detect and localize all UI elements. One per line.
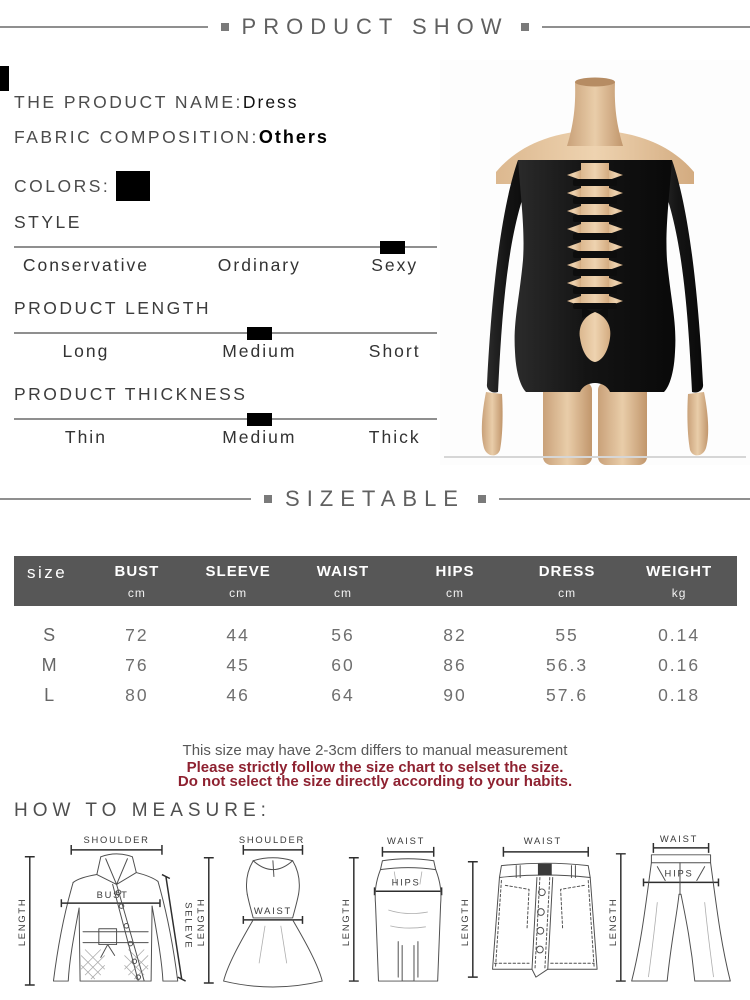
length-selected-marker: [247, 327, 272, 340]
pencil-skirt-measure-diagram: [341, 830, 459, 996]
dress-waist-label: WAIST: [253, 905, 292, 916]
style-option-conservative: Conservative: [22, 255, 149, 275]
column-bust: BUST: [114, 563, 160, 580]
skirt-waist-label: WAIST: [387, 835, 426, 846]
column-size: size: [27, 563, 68, 582]
l-bust: 80: [125, 684, 149, 705]
column-weight: WEIGHT: [646, 563, 713, 580]
unit-size: [14, 586, 86, 600]
size-l: L: [44, 684, 57, 705]
style-options: [14, 255, 437, 277]
thickness-title: PRODUCT THICKNESS: [14, 384, 248, 404]
style-selected-marker: [380, 241, 405, 254]
size-table-column-labels: [14, 563, 737, 583]
mannequin-romper-illustration: [440, 60, 750, 465]
thickness-options: [14, 427, 437, 449]
attribute-style: [14, 212, 437, 277]
header-line-right: [542, 26, 750, 28]
sizetable-header: [0, 486, 750, 512]
m-hips: 86: [443, 654, 467, 675]
mini-skirt-waist-label: WAIST: [523, 835, 562, 846]
m-weight: 0.16: [658, 654, 701, 675]
dress-measure-diagram: [194, 830, 342, 996]
size-m: M: [41, 654, 59, 675]
dress-length-label: LENGTH: [195, 897, 206, 947]
thickness-scale-line: [14, 418, 437, 420]
square-bullet-icon: [521, 23, 529, 31]
attribute-thickness: [14, 384, 437, 449]
jacket-length-label: LENGTH: [16, 897, 27, 947]
unit-bust: cm: [127, 586, 146, 600]
l-sleeve: 46: [226, 684, 250, 705]
unit-dress: cm: [558, 586, 577, 600]
unit-waist: cm: [333, 586, 352, 600]
fabric-value: Others: [258, 127, 329, 147]
mini-skirt-length-label: LENGTH: [459, 897, 470, 947]
column-sleeve: SLEEVE: [205, 563, 271, 580]
style-title: STYLE: [14, 212, 82, 232]
unit-sleeve: cm: [229, 586, 248, 600]
length-option-long: Long: [62, 341, 110, 361]
product-name-value: Dress: [242, 92, 299, 112]
style-option-ordinary: Ordinary: [217, 255, 301, 275]
length-scale-line: [14, 332, 437, 334]
fabric-label: FABRIC COMPOSITION:: [14, 127, 259, 147]
style-option-sexy: Sexy: [371, 255, 419, 275]
square-bullet-icon: [478, 495, 486, 503]
jacket-sleeve-label: SELEVE: [183, 902, 194, 950]
column-dress: DRESS: [538, 563, 596, 580]
l-weight: 0.18: [658, 684, 701, 705]
thickness-option-thick: Thick: [368, 427, 421, 447]
decorative-black-block: [0, 66, 9, 91]
fabric-composition-row: [14, 127, 329, 148]
l-dress: 57.6: [546, 684, 589, 705]
header-line-right: [499, 498, 750, 500]
column-waist: WAIST: [316, 563, 370, 580]
m-waist: 60: [331, 654, 355, 675]
s-dress: 55: [555, 624, 579, 645]
m-sleeve: 45: [226, 654, 250, 675]
pants-length-label: LENGTH: [607, 897, 618, 947]
l-hips: 90: [443, 684, 467, 705]
table-row: [14, 650, 737, 680]
s-hips: 82: [443, 624, 467, 645]
jacket-shoulder-label: SHOULDER: [83, 834, 150, 845]
l-waist: 64: [331, 684, 355, 705]
product-name-label: THE PRODUCT NAME:: [14, 92, 243, 112]
length-option-short: Short: [368, 341, 421, 361]
size-table-units: [14, 586, 737, 600]
product-photo: [440, 60, 750, 465]
size-warning-line1: Please strictly follow the size chart to selset the size.: [186, 758, 564, 776]
column-hips: HIPS: [435, 563, 475, 580]
sizetable-title: SIZETABLE: [285, 486, 465, 511]
s-bust: 72: [125, 624, 149, 645]
size-warning-line2: Do not select the size directly according to your habits.: [177, 773, 573, 790]
header-line-left: [0, 498, 251, 500]
skirt-hips-label: HIPS: [392, 877, 422, 888]
colors-label: COLORS:: [14, 175, 111, 196]
square-bullet-icon: [264, 495, 272, 503]
colors-row: [14, 170, 150, 202]
pants-waist-label: WAIST: [659, 833, 698, 844]
measure-diagrams: [14, 830, 736, 998]
mini-skirt-measure-diagram: [460, 830, 608, 996]
how-to-measure-title: HOW TO MEASURE:: [14, 800, 271, 821]
table-row: [14, 620, 737, 650]
black-color-swatch: [116, 171, 150, 201]
length-title: PRODUCT LENGTH: [14, 298, 212, 318]
table-row: [14, 680, 737, 710]
pants-hips-label: HIPS: [664, 868, 694, 879]
skirt-length-label: LENGTH: [341, 897, 352, 947]
m-dress: 56.3: [546, 654, 589, 675]
product-show-title: PRODUCT SHOW: [241, 14, 509, 39]
style-scale-line: [14, 246, 437, 248]
unit-weight: kg: [671, 586, 687, 600]
product-name-row: [14, 92, 299, 113]
m-bust: 76: [125, 654, 149, 675]
header-line-left: [0, 26, 208, 28]
unit-hips: cm: [446, 586, 464, 600]
jacket-bust-label: BUST: [96, 890, 129, 901]
attribute-length: [14, 298, 437, 363]
thickness-option-medium: Medium: [222, 427, 297, 447]
s-weight: 0.14: [658, 624, 701, 645]
jacket-measure-diagram: [14, 830, 194, 996]
square-bullet-icon: [221, 23, 229, 31]
pants-measure-diagram: [608, 830, 736, 996]
size-table-header: [14, 556, 737, 606]
length-options: [14, 341, 437, 363]
measurement-note: This size may have 2-3cm differs to manual measurement: [182, 742, 568, 759]
product-show-header: [0, 14, 750, 40]
thickness-option-thin: Thin: [64, 427, 107, 447]
s-waist: 56: [331, 624, 355, 645]
size-s: S: [43, 624, 58, 645]
length-option-medium: Medium: [222, 341, 297, 361]
s-sleeve: 44: [226, 624, 250, 645]
dress-shoulder-label: SHOULDER: [238, 834, 305, 845]
thickness-selected-marker: [247, 413, 272, 426]
